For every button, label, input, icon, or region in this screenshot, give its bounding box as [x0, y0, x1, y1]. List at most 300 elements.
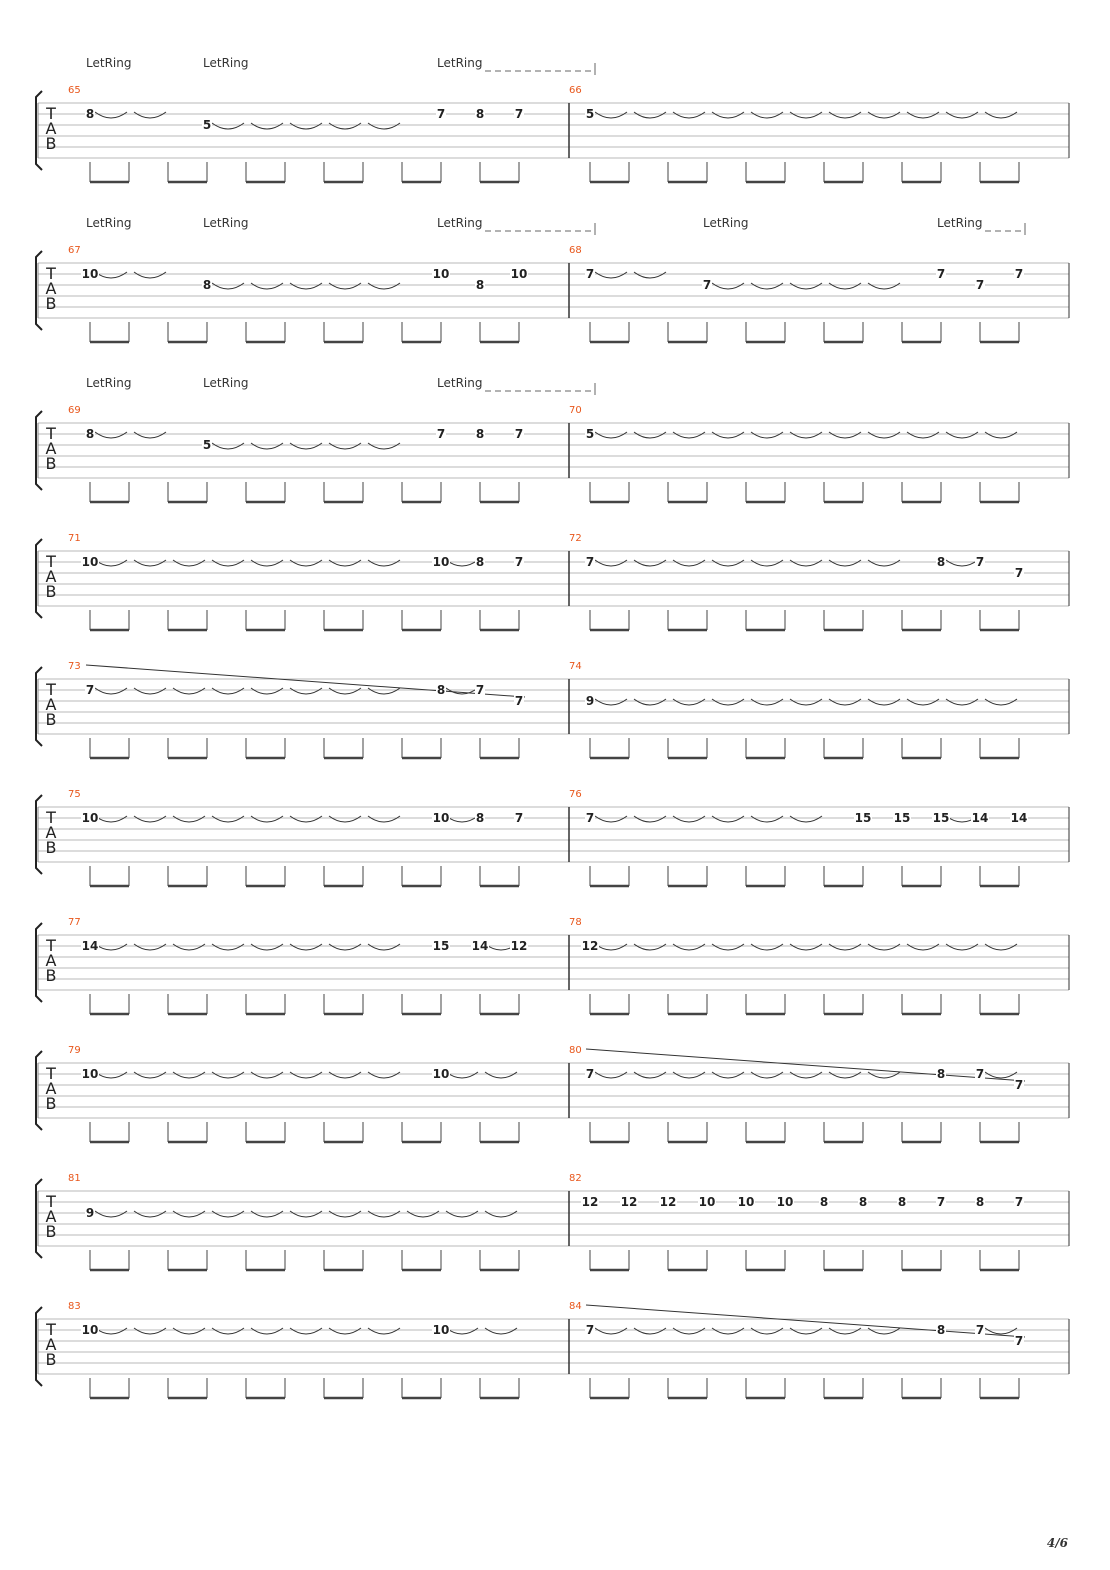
tie-arc	[329, 944, 361, 950]
tie-arc	[634, 560, 666, 566]
tie-arc	[446, 1328, 478, 1334]
tie-arc	[673, 816, 705, 822]
tie-arc	[790, 1328, 822, 1334]
let-ring-label: LetRing	[437, 56, 483, 70]
tie-arc	[829, 560, 861, 566]
tie-arc	[790, 944, 822, 950]
tab-clef-letter: B	[45, 134, 57, 153]
fret-number: 7	[975, 1323, 985, 1337]
tie-arc	[212, 443, 244, 449]
fret-number: 14	[1010, 811, 1028, 825]
tie-arc	[634, 699, 666, 705]
fret-number: 7	[975, 555, 985, 569]
fret-number: 12	[581, 939, 599, 953]
fret-number: 9	[585, 694, 595, 708]
tie-arc	[829, 1072, 861, 1078]
measure-number: 77	[68, 917, 81, 928]
fret-number: 15	[893, 811, 911, 825]
tie-arc	[985, 944, 1017, 950]
fret-number: 8	[85, 107, 95, 121]
fret-number: 7	[1014, 1195, 1024, 1209]
tie-arc	[751, 699, 783, 705]
tie-arc	[712, 1328, 744, 1334]
tie-arc	[790, 560, 822, 566]
fret-number: 10	[432, 1323, 450, 1337]
tie-arc	[446, 560, 478, 566]
tab-clef-letter: A	[45, 439, 57, 458]
measure-number: 65	[68, 85, 81, 96]
tie-arc	[946, 560, 978, 566]
tie-arc	[751, 112, 783, 118]
tab-clef-letter: A	[45, 695, 57, 714]
fret-number: 7	[514, 107, 524, 121]
measure-number: 74	[569, 661, 582, 672]
measure-number: 78	[569, 917, 582, 928]
measure-number: 83	[68, 1301, 81, 1312]
tie-arc	[290, 1072, 322, 1078]
tie-arc	[251, 944, 283, 950]
tie-arc	[329, 1211, 361, 1217]
tie-arc	[329, 816, 361, 822]
tie-arc	[634, 816, 666, 822]
tab-clef-letter: B	[45, 1350, 57, 1369]
measure-number: 75	[68, 789, 81, 800]
tab-clef-letter: A	[45, 823, 57, 842]
tie-arc	[595, 112, 627, 118]
tie-arc	[634, 272, 666, 278]
tab-clef-letter: T	[46, 936, 56, 955]
fret-number: 7	[975, 1067, 985, 1081]
tie-arc	[329, 688, 361, 694]
fret-number: 7	[702, 278, 712, 292]
tie-arc	[134, 816, 166, 822]
tie-arc	[329, 560, 361, 566]
fret-number: 7	[514, 694, 524, 708]
tie-arc	[868, 560, 900, 566]
let-ring-label: LetRing	[437, 216, 483, 230]
tie-arc	[868, 1328, 900, 1334]
tie-arc	[290, 688, 322, 694]
tie-arc	[634, 944, 666, 950]
fret-number: 8	[436, 683, 446, 697]
tie-arc	[134, 1328, 166, 1334]
tie-arc	[290, 443, 322, 449]
tie-arc	[290, 944, 322, 950]
tie-arc	[946, 944, 978, 950]
tie-arc	[829, 944, 861, 950]
tie-arc	[251, 816, 283, 822]
tie-arc	[868, 432, 900, 438]
tie-arc	[634, 1328, 666, 1334]
tie-arc	[790, 699, 822, 705]
tie-arc	[290, 560, 322, 566]
fret-number: 10	[81, 555, 99, 569]
tie-arc	[829, 283, 861, 289]
tie-arc	[212, 1328, 244, 1334]
tie-arc	[212, 283, 244, 289]
measure-number: 73	[68, 661, 81, 672]
tie-arc	[673, 112, 705, 118]
measure-number: 82	[569, 1173, 582, 1184]
let-ring-label: LetRing	[86, 216, 132, 230]
tie-arc	[212, 1211, 244, 1217]
fret-number: 7	[475, 683, 485, 697]
fret-number: 10	[432, 267, 450, 281]
tie-arc	[329, 283, 361, 289]
fret-number: 7	[514, 555, 524, 569]
tie-arc	[712, 432, 744, 438]
tie-arc	[251, 688, 283, 694]
measure-number: 76	[569, 789, 582, 800]
fret-number: 8	[858, 1195, 868, 1209]
fret-number: 8	[475, 427, 485, 441]
tab-clef-letter: T	[46, 552, 56, 571]
tie-arc	[907, 944, 939, 950]
tie-arc	[446, 816, 478, 822]
tie-arc	[790, 1072, 822, 1078]
fret-number: 10	[698, 1195, 716, 1209]
fret-number: 7	[436, 427, 446, 441]
tie-arc	[368, 688, 400, 694]
tab-clef-letter: A	[45, 567, 57, 586]
fret-number: 8	[85, 427, 95, 441]
tie-arc	[829, 699, 861, 705]
tie-arc	[290, 816, 322, 822]
tie-arc	[95, 688, 127, 694]
tie-arc	[95, 1072, 127, 1078]
tie-arc	[251, 283, 283, 289]
fret-number: 7	[585, 267, 595, 281]
tie-arc	[368, 1328, 400, 1334]
fret-number: 7	[514, 811, 524, 825]
tie-arc	[173, 1211, 205, 1217]
tab-clef-letter: B	[45, 1094, 57, 1113]
tab-clef-letter: T	[46, 1320, 56, 1339]
tie-arc	[673, 1328, 705, 1334]
fret-number: 12	[510, 939, 528, 953]
fret-number: 7	[1014, 566, 1024, 580]
fret-number: 14	[471, 939, 489, 953]
tie-arc	[251, 1072, 283, 1078]
tie-arc	[595, 272, 627, 278]
tie-arc	[95, 816, 127, 822]
tie-arc	[212, 1072, 244, 1078]
tie-arc	[251, 560, 283, 566]
tie-arc	[829, 112, 861, 118]
fret-number: 9	[85, 1206, 95, 1220]
tie-arc	[95, 1211, 127, 1217]
let-ring-label: LetRing	[703, 216, 749, 230]
tie-arc	[134, 272, 166, 278]
tie-arc	[173, 560, 205, 566]
tie-arc	[212, 944, 244, 950]
tie-arc	[368, 816, 400, 822]
fret-number: 5	[585, 427, 595, 441]
fret-number: 15	[932, 811, 950, 825]
fret-number: 10	[81, 267, 99, 281]
page-number: 4/6	[1046, 1536, 1068, 1550]
tab-clef-letter: B	[45, 838, 57, 857]
tie-arc	[212, 816, 244, 822]
let-ring-label: LetRing	[937, 216, 983, 230]
fret-number: 8	[975, 1195, 985, 1209]
tie-arc	[134, 112, 166, 118]
tab-clef-letter: B	[45, 1222, 57, 1241]
tie-arc	[595, 1072, 627, 1078]
tie-arc	[634, 432, 666, 438]
fret-number: 8	[819, 1195, 829, 1209]
let-ring-label: LetRing	[86, 56, 132, 70]
tie-arc	[751, 816, 783, 822]
tie-arc	[173, 944, 205, 950]
tie-arc	[712, 944, 744, 950]
tab-clef-letter: T	[46, 1192, 56, 1211]
fret-number: 12	[659, 1195, 677, 1209]
tie-arc	[212, 123, 244, 129]
fret-number: 8	[897, 1195, 907, 1209]
tie-arc	[946, 112, 978, 118]
fret-number: 8	[936, 1323, 946, 1337]
tie-arc	[95, 432, 127, 438]
fret-number: 5	[202, 438, 212, 452]
tab-clef-letter: B	[45, 454, 57, 473]
tab-clef-letter: T	[46, 424, 56, 443]
tie-arc	[907, 432, 939, 438]
tie-arc	[134, 944, 166, 950]
fret-number: 10	[432, 811, 450, 825]
tie-arc	[946, 699, 978, 705]
tie-arc	[173, 688, 205, 694]
fret-number: 10	[776, 1195, 794, 1209]
tie-arc	[868, 1072, 900, 1078]
tie-arc	[712, 283, 744, 289]
tie-arc	[134, 1072, 166, 1078]
measure-number: 67	[68, 245, 81, 256]
tie-arc	[329, 443, 361, 449]
measure-number: 80	[569, 1045, 582, 1056]
fret-number: 12	[581, 1195, 599, 1209]
tie-arc	[212, 560, 244, 566]
tie-arc	[673, 1072, 705, 1078]
tie-arc	[751, 1328, 783, 1334]
tab-clef-letter: A	[45, 1335, 57, 1354]
fret-number: 8	[475, 107, 485, 121]
fret-number: 8	[202, 278, 212, 292]
tab-clef-letter: A	[45, 1207, 57, 1226]
tie-arc	[868, 944, 900, 950]
tie-arc	[751, 560, 783, 566]
tie-arc	[485, 1072, 517, 1078]
tie-arc	[290, 123, 322, 129]
tie-arc	[368, 944, 400, 950]
tab-clef-letter: T	[46, 680, 56, 699]
slide-line	[586, 1305, 1025, 1337]
fret-number: 5	[585, 107, 595, 121]
tie-arc	[173, 1328, 205, 1334]
tie-arc	[751, 432, 783, 438]
measure-number: 71	[68, 533, 81, 544]
tie-arc	[134, 432, 166, 438]
fret-number: 8	[475, 278, 485, 292]
measure-number: 69	[68, 405, 81, 416]
tie-arc	[290, 1211, 322, 1217]
let-ring-label: LetRing	[203, 56, 249, 70]
let-ring-label: LetRing	[203, 376, 249, 390]
fret-number: 10	[432, 1067, 450, 1081]
tab-clef-letter: B	[45, 582, 57, 601]
tie-arc	[712, 699, 744, 705]
tie-arc	[251, 443, 283, 449]
tie-arc	[985, 699, 1017, 705]
let-ring-label: LetRing	[203, 216, 249, 230]
fret-number: 7	[585, 1067, 595, 1081]
fret-number: 7	[585, 811, 595, 825]
tie-arc	[673, 560, 705, 566]
tie-arc	[634, 1072, 666, 1078]
tie-arc	[95, 1328, 127, 1334]
tab-clef-letter: A	[45, 119, 57, 138]
tie-arc	[790, 432, 822, 438]
fret-number: 10	[510, 267, 528, 281]
tie-arc	[446, 1211, 478, 1217]
tie-arc	[485, 1211, 517, 1217]
fret-number: 10	[432, 555, 450, 569]
measure-number: 84	[569, 1301, 582, 1312]
tie-arc	[868, 699, 900, 705]
fret-number: 7	[936, 1195, 946, 1209]
tie-arc	[368, 1072, 400, 1078]
measure-number: 81	[68, 1173, 81, 1184]
tie-arc	[173, 816, 205, 822]
tie-arc	[446, 1072, 478, 1078]
fret-number: 14	[81, 939, 99, 953]
tie-arc	[329, 123, 361, 129]
tie-arc	[368, 1211, 400, 1217]
tab-clef-letter: A	[45, 1079, 57, 1098]
tab-clef-letter: A	[45, 279, 57, 298]
tie-arc	[329, 1328, 361, 1334]
tie-arc	[712, 112, 744, 118]
fret-number: 7	[514, 427, 524, 441]
tie-arc	[790, 816, 822, 822]
tie-arc	[173, 1072, 205, 1078]
tie-arc	[751, 944, 783, 950]
tie-arc	[595, 699, 627, 705]
fret-number: 7	[585, 1323, 595, 1337]
fret-number: 7	[436, 107, 446, 121]
tie-arc	[790, 283, 822, 289]
fret-number: 8	[475, 555, 485, 569]
tie-arc	[907, 699, 939, 705]
let-ring-label: LetRing	[86, 376, 132, 390]
tie-arc	[712, 1072, 744, 1078]
tab-clef-letter: T	[46, 1064, 56, 1083]
tie-arc	[95, 112, 127, 118]
tie-arc	[985, 432, 1017, 438]
tie-arc	[751, 1072, 783, 1078]
slide-line	[86, 665, 525, 697]
fret-number: 7	[85, 683, 95, 697]
fret-number: 7	[975, 278, 985, 292]
tie-arc	[251, 1328, 283, 1334]
slide-line	[586, 1049, 1025, 1081]
tie-arc	[634, 112, 666, 118]
fret-number: 10	[81, 1067, 99, 1081]
tie-arc	[595, 560, 627, 566]
fret-number: 7	[1014, 1334, 1024, 1348]
tie-arc	[829, 1328, 861, 1334]
tie-arc	[290, 1328, 322, 1334]
fret-number: 7	[585, 555, 595, 569]
tab-clef-letter: B	[45, 710, 57, 729]
tab-clef-letter: T	[46, 104, 56, 123]
tie-arc	[595, 432, 627, 438]
tie-arc	[985, 1328, 1017, 1334]
fret-number: 14	[971, 811, 989, 825]
fret-number: 8	[936, 1067, 946, 1081]
tab-clef-letter: T	[46, 808, 56, 827]
fret-number: 10	[737, 1195, 755, 1209]
tab-clef-letter: T	[46, 264, 56, 283]
tie-arc	[673, 944, 705, 950]
tie-arc	[368, 123, 400, 129]
tie-arc	[673, 432, 705, 438]
tie-arc	[751, 283, 783, 289]
tie-arc	[946, 432, 978, 438]
tie-arc	[985, 112, 1017, 118]
tie-arc	[790, 112, 822, 118]
tie-arc	[95, 560, 127, 566]
tie-arc	[251, 123, 283, 129]
tie-arc	[985, 1072, 1017, 1078]
tie-arc	[368, 560, 400, 566]
tie-arc	[134, 1211, 166, 1217]
fret-number: 7	[936, 267, 946, 281]
tie-arc	[829, 432, 861, 438]
tie-arc	[907, 112, 939, 118]
tie-arc	[868, 283, 900, 289]
fret-number: 12	[620, 1195, 638, 1209]
measure-number: 66	[569, 85, 582, 96]
tie-arc	[368, 283, 400, 289]
tab-clef-letter: A	[45, 951, 57, 970]
tie-arc	[595, 1328, 627, 1334]
fret-number: 15	[854, 811, 872, 825]
tie-arc	[595, 816, 627, 822]
tab-clef-letter: B	[45, 294, 57, 313]
fret-number: 8	[475, 811, 485, 825]
tie-arc	[485, 1328, 517, 1334]
measure-number: 79	[68, 1045, 81, 1056]
tie-arc	[712, 816, 744, 822]
fret-number: 10	[81, 811, 99, 825]
tie-arc	[95, 272, 127, 278]
tie-arc	[407, 1211, 439, 1217]
fret-number: 7	[1014, 1078, 1024, 1092]
tie-arc	[134, 560, 166, 566]
fret-number: 8	[936, 555, 946, 569]
fret-number: 5	[202, 118, 212, 132]
tie-arc	[595, 944, 627, 950]
let-ring-label: LetRing	[437, 376, 483, 390]
measure-number: 70	[569, 405, 582, 416]
tie-arc	[251, 1211, 283, 1217]
tie-arc	[134, 688, 166, 694]
measure-number: 68	[569, 245, 582, 256]
tie-arc	[712, 560, 744, 566]
measure-number: 72	[569, 533, 582, 544]
fret-number: 7	[1014, 267, 1024, 281]
